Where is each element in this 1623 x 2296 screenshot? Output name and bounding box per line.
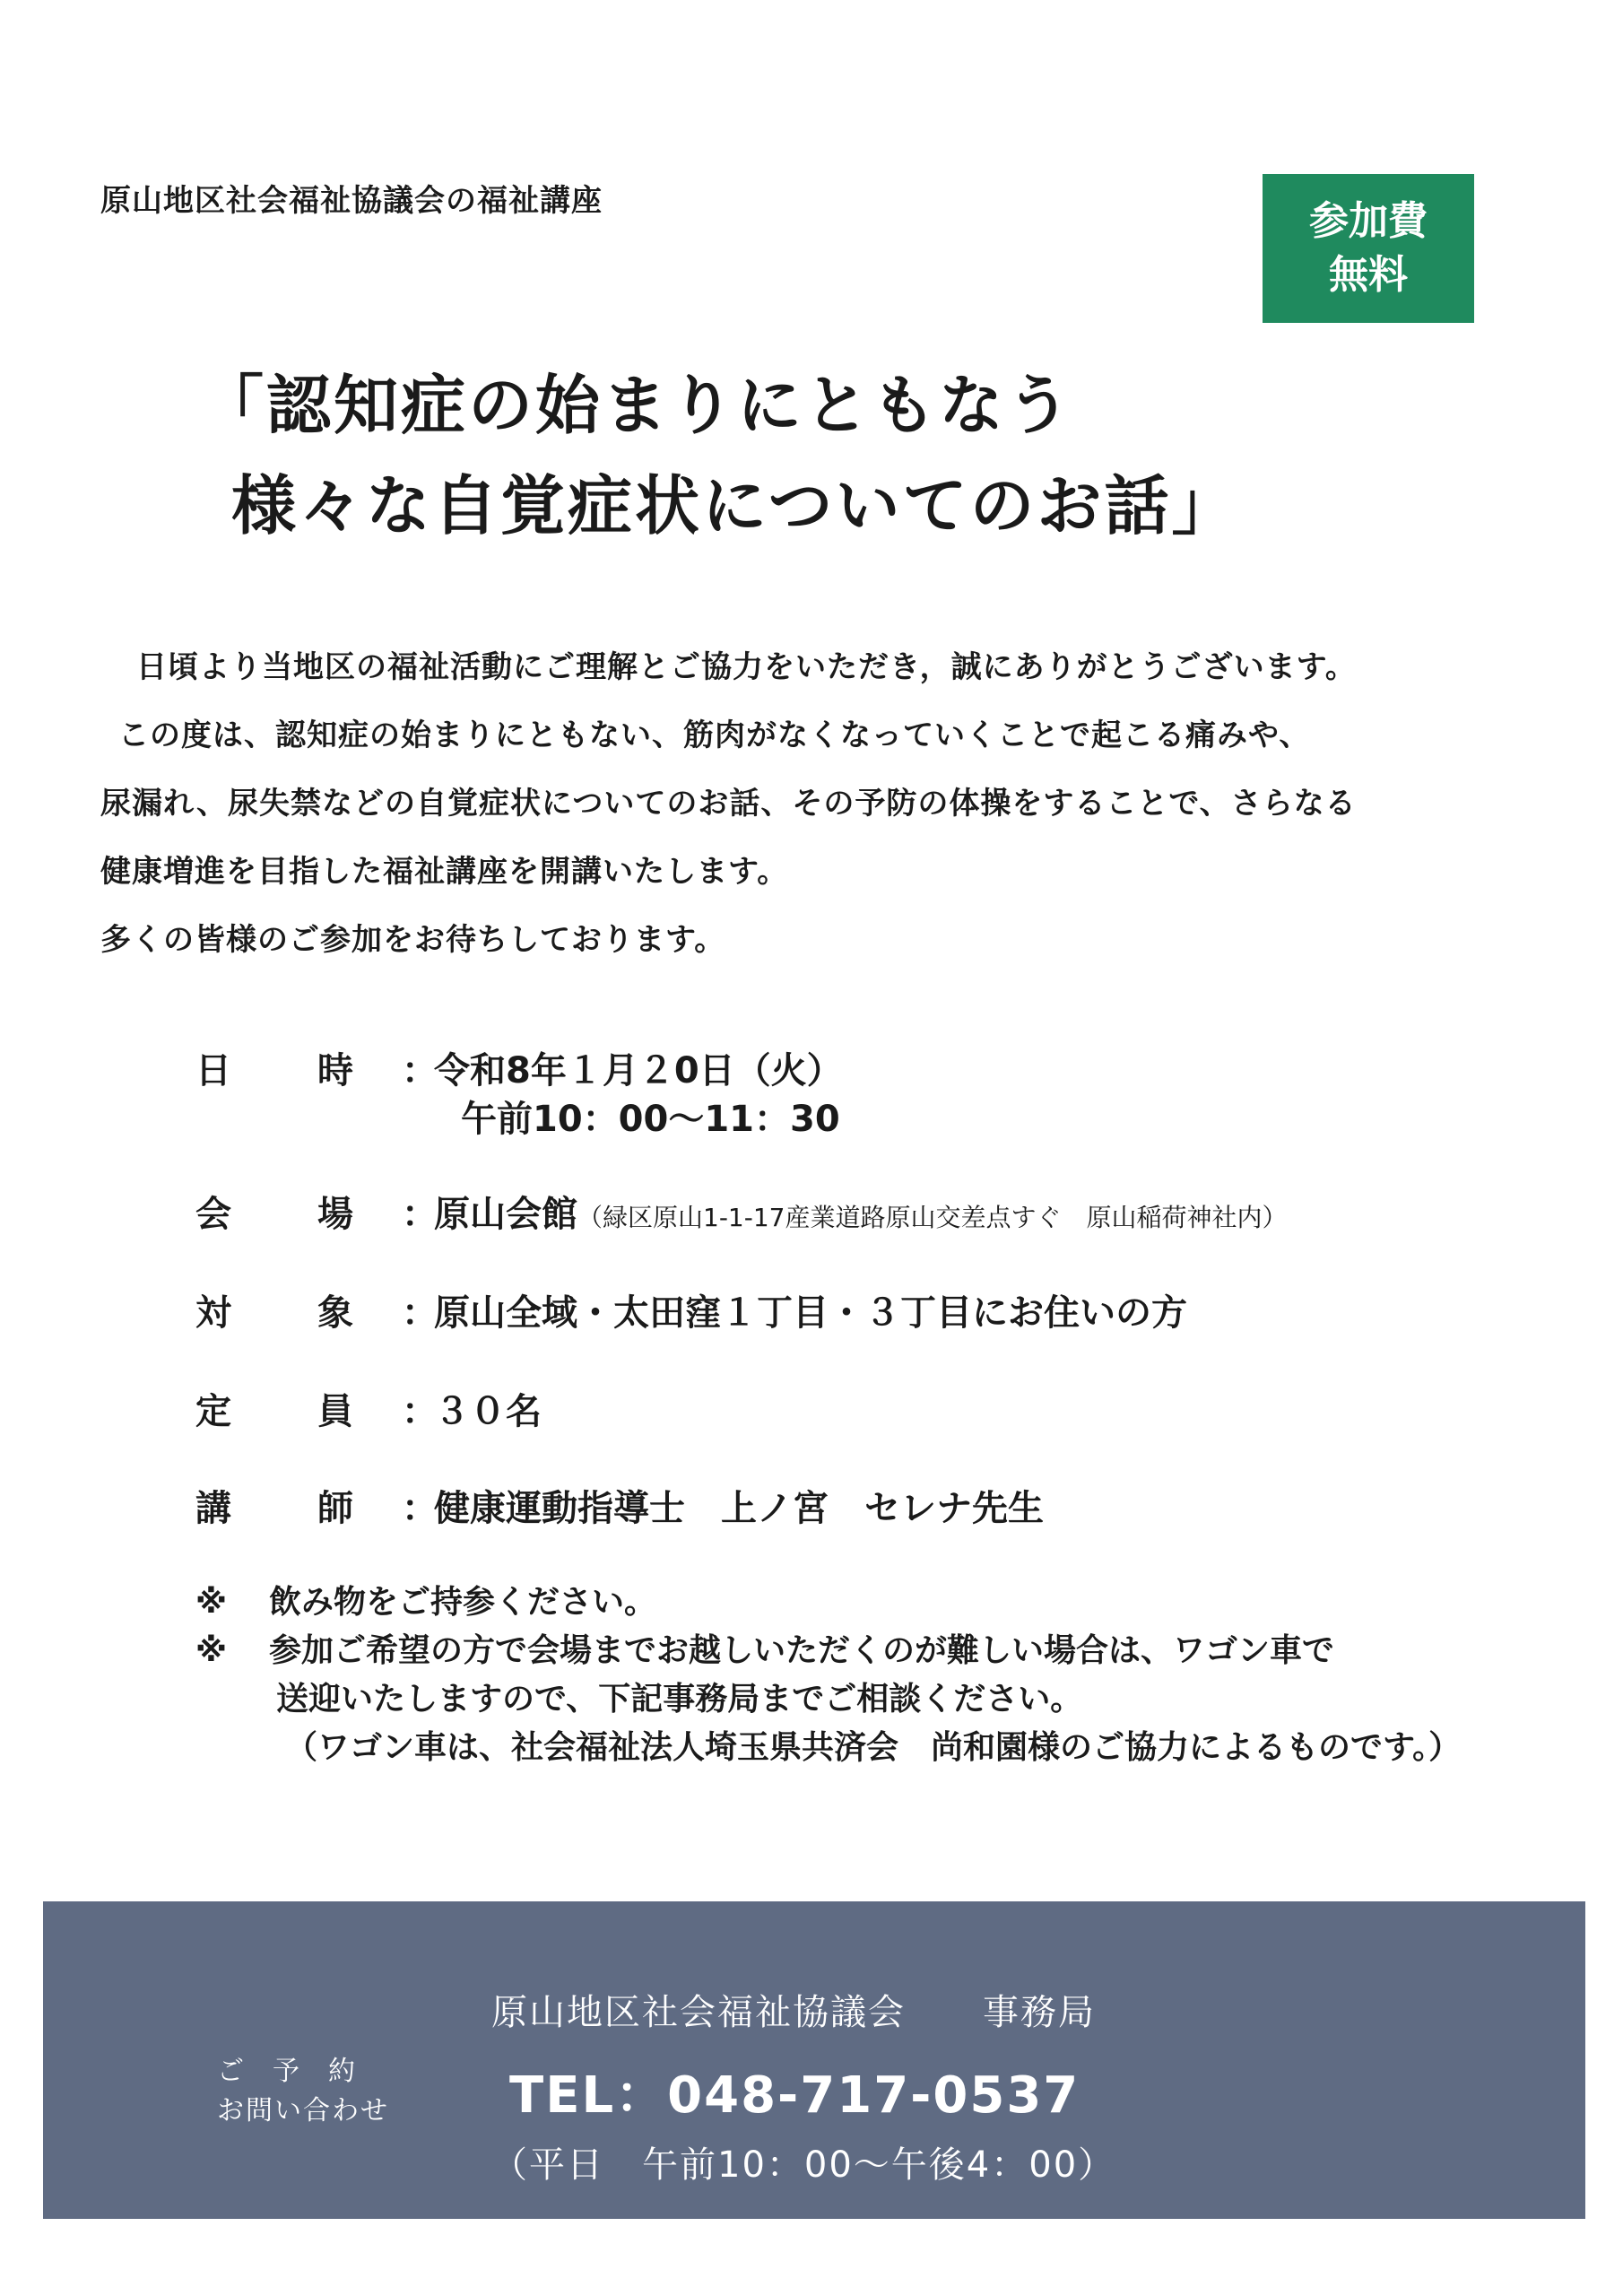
contact-label-line2: お問い合わせ [217,2095,389,2126]
footer-office [491,1984,1096,2035]
detail-label: 場 [317,1194,353,1235]
intro-line: この度は、認知症の始まりにともない、筋肉がなくなっていくことで起こる痛みや、 [118,718,1311,753]
intro-text [100,633,1535,974]
fee-badge-line2: 無料 [1329,252,1408,298]
note-mark: ※ [195,1584,227,1621]
contact-label-line1: ご予約 [217,2056,384,2087]
detail-label: 対 [195,1292,231,1334]
detail-value: 令和8年１月２0日（火） [434,1050,843,1091]
note-mark: ※ [195,1632,227,1669]
detail-value: ３０名 [434,1391,542,1432]
note-text: 飲み物をご持参ください。 [269,1584,657,1621]
footer-org: 原山地区社会福祉協議会 [491,1992,906,2033]
detail-label: 師 [317,1488,353,1529]
detail-colon: ： [402,1194,438,1235]
detail-colon: ： [402,1488,438,1529]
office-hours: （平日 午前10：00～午後4：00） [491,2144,1116,2186]
detail-value: 原山全域・太田窪１丁目・３丁目にお住いの方 [434,1292,1187,1334]
detail-colon: ： [402,1050,438,1091]
detail-value: 午前10：00～11：30 [461,1099,840,1140]
organizer-heading: 原山地区社会福祉協議会の福祉講座 [100,183,603,219]
venue-address: （緑区原山1-1-17産業道路原山交差点すぐ 原山稲荷神社内） [577,1203,1288,1232]
detail-value [434,1186,1287,1237]
page-title [199,355,1239,556]
detail-label: 会 [195,1194,231,1235]
intro-line: 日頃より当地区の福祉活動にご理解とご協力をいただき，誠にありがとうございます。 [136,649,1357,685]
note-text: 参加ご希望の方で会場までお越しいただくのが難しい場合は、ワゴン車で [269,1632,1335,1669]
intro-line: 健康増進を目指した福祉講座を開講いたします。 [100,854,789,890]
fee-badge [1263,174,1474,323]
detail-colon: ： [402,1391,438,1432]
detail-label: 象 [317,1292,353,1334]
venue-name: 原山会館 [434,1194,577,1235]
detail-label: 定 [195,1391,231,1432]
note-text: （ワゴン車は、社会福祉法人埼玉県共済会 尚和園様のご協力によるものです。） [285,1729,1462,1766]
title-line1: 「認知症の始まりにともなう [199,368,1074,443]
title-line2: 様々な自覚症状についてのお話」 [231,468,1239,544]
detail-label: 日 [195,1050,231,1091]
fee-badge-line1: 参加費 [1309,198,1428,244]
intro-line: 尿漏れ、尿失禁などの自覚症状についてのお話、その予防の体操をすることで、さらなる [100,786,1357,822]
contact-footer [43,1901,1585,2219]
detail-label: 講 [195,1488,231,1529]
intro-line: 多くの皆様のご参加をお待ちしております。 [100,922,726,958]
detail-value: 健康運動指導士 上ノ宮 セレナ先生 [434,1488,1044,1529]
footer-office-label: 事務局 [983,1992,1096,2033]
contact-label [217,2052,389,2131]
detail-label: 時 [317,1050,353,1091]
note-text: 送迎いたしますので、下記事務局までご相談ください。 [276,1681,1083,1718]
phone-number[interactable]: TEL：048-717-0537 [509,2066,1081,2125]
detail-colon: ： [402,1292,438,1334]
detail-label: 員 [317,1391,353,1432]
